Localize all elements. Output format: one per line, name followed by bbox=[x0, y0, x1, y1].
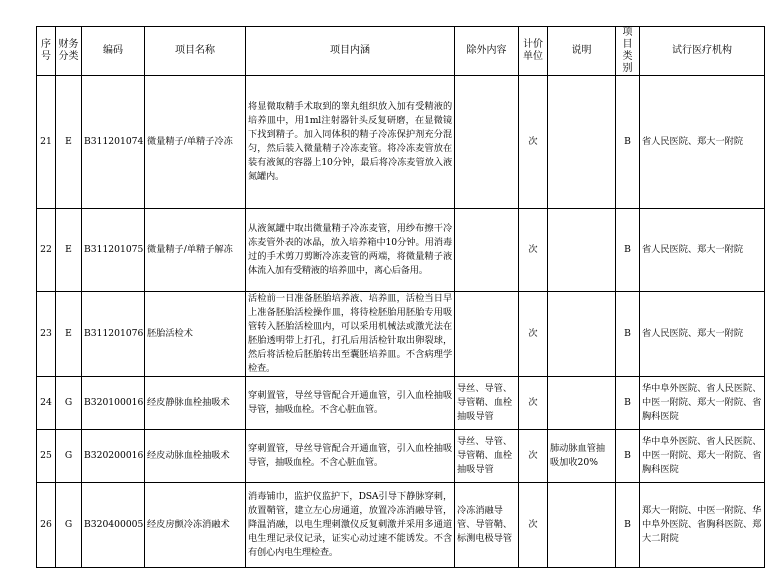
header-finance: 财务分类 bbox=[56, 27, 82, 76]
cell-category: B bbox=[616, 430, 640, 483]
cell-note: 肺动脉血管抽吸加收20% bbox=[548, 430, 616, 483]
cell-category: B bbox=[616, 483, 640, 568]
cell-finance: G bbox=[56, 377, 82, 430]
cell-unit: 次 bbox=[519, 430, 548, 483]
cell-unit: 次 bbox=[519, 483, 548, 568]
header-exclusions: 除外内容 bbox=[455, 27, 519, 76]
cell-name: 胚胎活检术 bbox=[145, 292, 246, 377]
cell-content: 穿刺置管，导丝导管配合开通血管，引入血栓抽吸导管，抽吸血栓。不含心脏血管。 bbox=[246, 377, 455, 430]
cell-content: 将显微取精手术取到的睾丸组织放入加有受精液的培养皿中，用1ml注射器针头反复研磨，在显微镜下找到精子。加入同体积的精子冷冻保护剂充分混匀，然后装入微量精子冷冻麦管。将冷冻麦管放在装有液氮的容器上10分钟，最后将冷冻麦管放入液氮罐内。 bbox=[246, 76, 455, 209]
cell-category: B bbox=[616, 377, 640, 430]
cell-exclusions bbox=[455, 209, 519, 292]
cell-name: 经皮房颤冷冻消融术 bbox=[145, 483, 246, 568]
cell-unit: 次 bbox=[519, 292, 548, 377]
cell-name: 经皮动脉血栓抽吸术 bbox=[145, 430, 246, 483]
header-content: 项目内涵 bbox=[246, 27, 455, 76]
header-note: 说明 bbox=[548, 27, 616, 76]
cell-finance: E bbox=[56, 209, 82, 292]
cell-code: B320200016 bbox=[82, 430, 145, 483]
cell-code: B311201076 bbox=[82, 292, 145, 377]
cell-code: B320100016 bbox=[82, 377, 145, 430]
cell-seq: 23 bbox=[37, 292, 56, 377]
header-name: 项目名称 bbox=[145, 27, 246, 76]
cell-name: 经皮静脉血栓抽吸术 bbox=[145, 377, 246, 430]
table-row bbox=[37, 483, 765, 568]
cell-exclusions: 导丝、导管、导管鞘、血栓抽吸导管 bbox=[455, 430, 519, 483]
cell-note bbox=[548, 209, 616, 292]
header-institutions: 试行医疗机构 bbox=[640, 27, 765, 76]
cell-content: 从液氮罐中取出微量精子冷冻麦管，用纱布擦干冷冻麦管外表的冰晶，放入培养箱中10分钟。用消毒过的手术剪刀剪断冷冻麦管的两端，将微量精子液体流入加有受精液的培养皿中，离心后备用。 bbox=[246, 209, 455, 292]
cell-seq: 26 bbox=[37, 483, 56, 568]
cell-seq: 21 bbox=[37, 76, 56, 209]
cell-name: 微量精子/单精子冷冻 bbox=[145, 76, 246, 209]
cell-seq: 25 bbox=[37, 430, 56, 483]
header-code: 编码 bbox=[82, 27, 145, 76]
table-row bbox=[37, 430, 765, 483]
header-seq: 序号 bbox=[37, 27, 56, 76]
cell-content: 消毒铺巾，监护仪监护下，DSA引导下静脉穿刺，放置鞘管，建立左心房通道，放置冷冻消融导管，降温消融，以电生理刺激仪反复刺激并采用多通道电生理记录仪记录，证实心动过速不能诱发。不含有创心内电生理检查。 bbox=[246, 483, 455, 568]
table-row bbox=[37, 76, 765, 209]
cell-unit: 次 bbox=[519, 209, 548, 292]
cell-finance: E bbox=[56, 76, 82, 209]
cell-note bbox=[548, 377, 616, 430]
cell-code: B311201074 bbox=[82, 76, 145, 209]
cell-seq: 24 bbox=[37, 377, 56, 430]
cell-category: B bbox=[616, 209, 640, 292]
cell-institutions: 华中阜外医院、省人民医院、中医一附院、郑大一附院、省胸科医院 bbox=[640, 430, 765, 483]
cell-finance: G bbox=[56, 430, 82, 483]
cell-note bbox=[548, 292, 616, 377]
table-row bbox=[37, 209, 765, 292]
cell-institutions: 华中阜外医院、省人民医院、中医一附院、郑大一附院、省胸科医院 bbox=[640, 377, 765, 430]
cell-exclusions: 冷冻消融导管、导管鞘、标测电极导管 bbox=[455, 483, 519, 568]
table-row bbox=[37, 292, 765, 377]
cell-category: B bbox=[616, 76, 640, 209]
cell-exclusions bbox=[455, 292, 519, 377]
fee-schedule-table bbox=[36, 26, 765, 568]
cell-exclusions bbox=[455, 76, 519, 209]
cell-institutions: 省人民医院、郑大一附院 bbox=[640, 292, 765, 377]
cell-institutions: 省人民医院、郑大一附院 bbox=[640, 209, 765, 292]
cell-note bbox=[548, 76, 616, 209]
cell-finance: G bbox=[56, 483, 82, 568]
table-row bbox=[37, 377, 765, 430]
cell-code: B311201075 bbox=[82, 209, 145, 292]
cell-unit: 次 bbox=[519, 76, 548, 209]
cell-code: B320400005 bbox=[82, 483, 145, 568]
header-unit: 计价单位 bbox=[519, 27, 548, 76]
cell-unit: 次 bbox=[519, 377, 548, 430]
cell-note bbox=[548, 483, 616, 568]
cell-finance: E bbox=[56, 292, 82, 377]
cell-content: 穿刺置管，导丝导管配合开通血管，引入血栓抽吸导管，抽吸血栓。不含心脏血管。 bbox=[246, 430, 455, 483]
cell-exclusions: 导丝、导管、导管鞘、血栓抽吸导管 bbox=[455, 377, 519, 430]
cell-institutions: 省人民医院、郑大一附院 bbox=[640, 76, 765, 209]
header-row bbox=[37, 27, 765, 76]
cell-seq: 22 bbox=[37, 209, 56, 292]
cell-category: B bbox=[616, 292, 640, 377]
cell-institutions: 郑大一附院、中医一附院、华中阜外医院、省胸科医院、郑大二附院 bbox=[640, 483, 765, 568]
cell-content: 活检前一日准备胚胎培养液、培养皿，活检当日早上准备胚胎活检操作皿，将待检胚胎用胚胎专用吸管转入胚胎活检皿内，可以采用机械法或激光法在胚胎透明带上打孔，打孔后用活检针取出卵裂球，然后将活检后胚胎转出至囊胚培养皿。不含病理学检查。 bbox=[246, 292, 455, 377]
cell-name: 微量精子/单精子解冻 bbox=[145, 209, 246, 292]
header-category: 项目类别 bbox=[616, 27, 640, 76]
